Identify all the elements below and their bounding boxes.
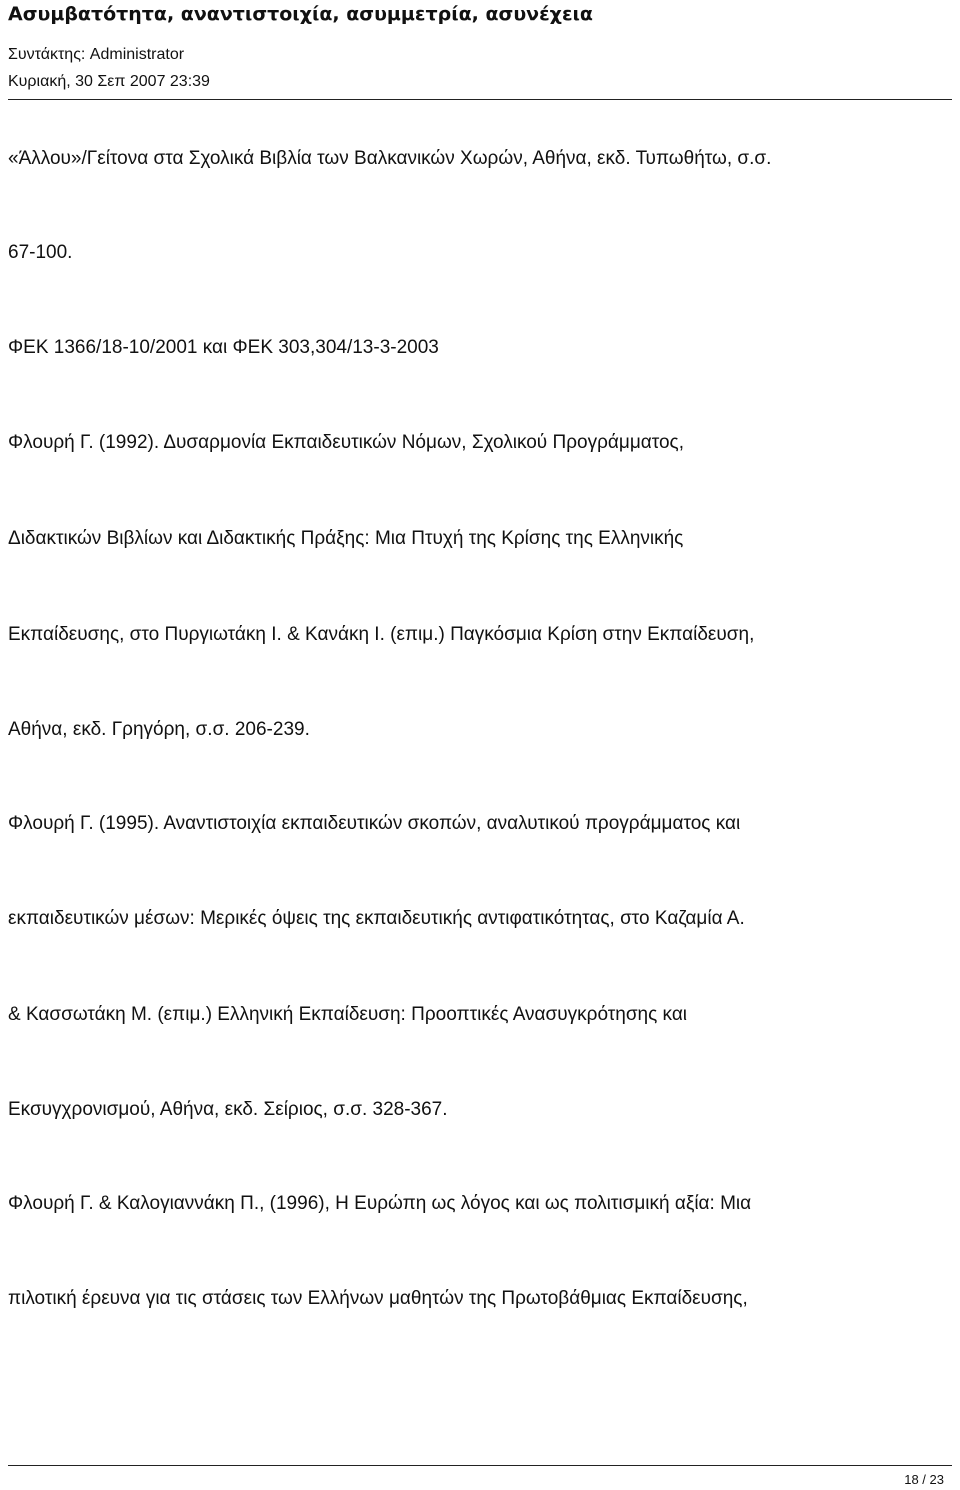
body-line: Φλουρή Γ. (1992). Δυσαρμονία Εκπαιδευτικών Νόμων, Σχολικού Προγράμματος,	[8, 432, 684, 453]
body-line: Αθήνα, εκδ. Γρηγόρη, σ.σ. 206-239.	[8, 719, 310, 740]
body-line: 67-100.	[8, 242, 73, 263]
article-author: Συντάκτης: Administrator	[8, 46, 185, 63]
body-line: Διδακτικών Βιβλίων και Διδακτικής Πράξης: Μια Πτυχή της Κρίσης της Ελληνικής	[8, 528, 684, 549]
body-line: ΦΕΚ 1366/18-10/2001 και ΦΕΚ 303,304/13-3-2003	[8, 337, 439, 358]
body-line: Εκσυγχρονισμού, Αθήνα, εκδ. Σείριος, σ.σ. 328-367.	[8, 1099, 448, 1120]
body-line: Φλουρή Γ. (1995). Αναντιστοιχία εκπαιδευτικών σκοπών, αναλυτικού προγράμματος και	[8, 813, 741, 834]
article-date: Κυριακή, 30 Σεπ 2007 23:39	[8, 73, 210, 90]
body-line: Εκπαίδευσης, στο Πυργιωτάκη Ι. & Κανάκη Ι. (επιμ.) Παγκόσμια Κρίση στην Εκπαίδευση,	[8, 624, 755, 645]
body-line: εκπαιδευτικών μέσων: Μερικές όψεις της εκπαιδευτικής αντιφατικότητας, στο Καζαμία Α.	[8, 908, 745, 929]
body-line: «Άλλου»/Γείτονα στα Σχολικά Βιβλία των Βαλκανικών Χωρών, Αθήνα, εκδ. Τυπωθήτω, σ.σ.	[8, 148, 772, 169]
body-line: Φλουρή Γ. & Καλογιαννάκη Π., (1996), Η Ευρώπη ως λόγος και ως πολιτισμική αξία: Μια	[8, 1193, 752, 1214]
article-title: Ασυμβατότητα, αναντιστοιχία, ασυμμετρία, ασυνέχεια	[8, 3, 593, 25]
header-divider	[8, 99, 952, 100]
page-number: 18 / 23	[904, 1472, 944, 1487]
body-line: & Κασσωτάκη Μ. (επιμ.) Ελληνική Εκπαίδευση: Προοπτικές Ανασυγκρότησης και	[8, 1004, 688, 1025]
footer-divider	[8, 1465, 952, 1466]
body-line: πιλοτική έρευνα για τις στάσεις των Ελλήνων μαθητών της Πρωτοβάθμιας Εκπαίδευσης,	[8, 1288, 748, 1309]
